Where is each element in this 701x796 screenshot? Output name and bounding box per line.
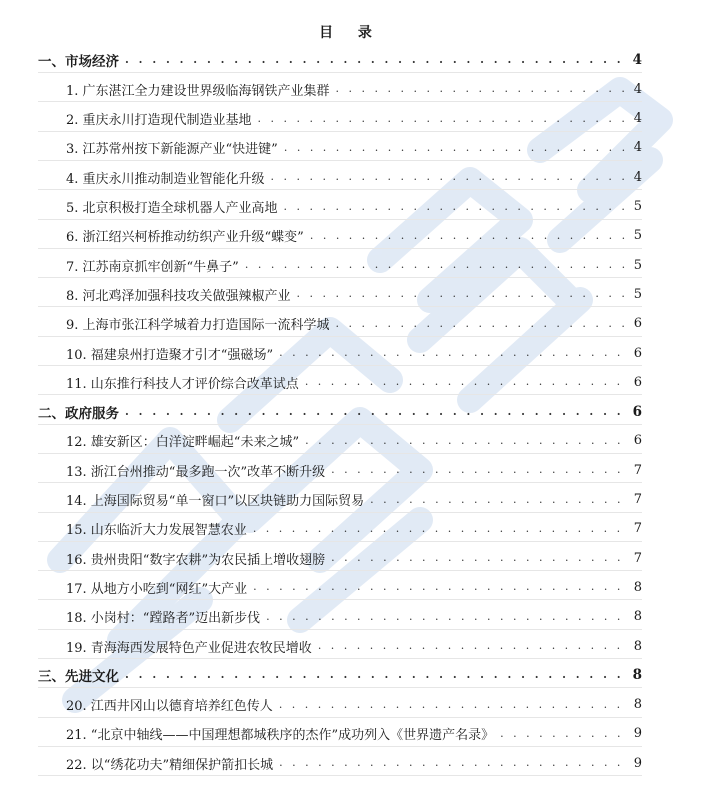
- toc-entry[interactable]: [66, 78, 642, 100]
- row-divider: [38, 658, 642, 659]
- dot-leader: [258, 108, 626, 130]
- entry-page-number: 4: [633, 111, 642, 127]
- entry-label: 1. 广东湛江全力建设世界级临海钢铁产业集群: [66, 83, 330, 99]
- row-divider: [38, 394, 642, 395]
- dot-leader: [284, 137, 626, 159]
- row-divider: [38, 570, 642, 571]
- entry-page-number: 7: [633, 550, 642, 566]
- entry-label: 14. 上海国际贸易“单一窗口”以区块链助力国际贸易: [66, 494, 365, 509]
- toc-entry[interactable]: [66, 342, 642, 364]
- entry-label: 16. 贵州贵阳“数字农耕”为农民插上增收翅膀: [66, 552, 326, 568]
- row-divider: [38, 277, 642, 278]
- section-label: 一、市场经济: [38, 54, 119, 70]
- row-divider: [38, 453, 642, 454]
- entry-label: 7. 江苏南京抓牢创新“牛鼻子”: [66, 259, 239, 275]
- entry-label: 10. 福建泉州打造聚才引才“强磁场”: [66, 347, 274, 363]
- entry-page-number: 9: [633, 755, 642, 771]
- toc-title: 目 录: [319, 25, 382, 41]
- entry-label: 15. 山东临沂大力发展智慧农业: [66, 523, 247, 539]
- entry-page-number: 8: [633, 579, 642, 595]
- entry-page-number: 6: [633, 374, 642, 390]
- row-divider: [38, 131, 642, 132]
- entry-label: 20. 江西井冈山以德育培养红色传人: [66, 699, 273, 715]
- dot-leader: [305, 371, 626, 393]
- dot-leader: [500, 723, 626, 745]
- dot-leader: [245, 254, 626, 276]
- toc-entry[interactable]: [66, 547, 642, 569]
- row-divider: [38, 687, 642, 688]
- dot-leader: [336, 313, 626, 335]
- dot-leader: [305, 430, 626, 452]
- row-divider: [38, 72, 642, 73]
- toc-entry[interactable]: [66, 166, 642, 188]
- section-page-number: 4: [632, 52, 642, 68]
- toc-entry[interactable]: [66, 752, 642, 774]
- dot-leader: [125, 664, 626, 686]
- entry-page-number: 7: [633, 492, 642, 507]
- section-page-number: 6: [632, 403, 642, 420]
- toc-entry[interactable]: [66, 430, 642, 452]
- dot-leader: [279, 342, 626, 364]
- toc-entry[interactable]: [66, 371, 642, 393]
- entry-label: 2. 重庆永川打造现代制造业基地: [66, 113, 252, 129]
- row-divider: [38, 629, 642, 630]
- entry-label: 12. 雄安新区：白洋淀畔崛起“未来之城”: [66, 435, 300, 451]
- dot-leader: [310, 225, 626, 247]
- section-label: 二、政府服务: [38, 405, 119, 422]
- toc-entry[interactable]: [66, 283, 642, 305]
- dot-leader: [271, 166, 626, 188]
- toc-section-heading[interactable]: [38, 49, 642, 71]
- dot-leader: [125, 49, 626, 71]
- row-divider: [38, 512, 642, 513]
- entry-label: 3. 江苏常州按下新能源产业“快进键”: [66, 142, 278, 158]
- entry-label: 8. 河北鸡泽加强科技攻关做强辣椒产业: [66, 288, 291, 304]
- toc-section-heading[interactable]: [38, 401, 642, 423]
- row-divider: [38, 160, 642, 161]
- entry-page-number: 4: [633, 81, 642, 97]
- entry-label: 22. 以“绣花功夫”精细保护箭扣长城: [66, 757, 274, 773]
- entry-page-number: 6: [633, 433, 642, 449]
- toc-entry[interactable]: [66, 108, 642, 130]
- dot-leader: [279, 694, 626, 716]
- row-divider: [38, 599, 642, 600]
- toc-entry[interactable]: [66, 313, 642, 335]
- entry-label: 17. 从地方小吃到“网红”大产业: [66, 581, 248, 597]
- entry-page-number: 6: [633, 316, 642, 332]
- row-divider: [38, 336, 642, 337]
- dot-leader: [336, 78, 626, 100]
- entry-label: 18. 小岗村：“蹚路者”迈出新步伐: [66, 611, 261, 627]
- toc-entry[interactable]: [66, 606, 642, 628]
- entry-label: 19. 青海海西发展特色产业促进农牧民增收: [66, 640, 312, 656]
- entry-page-number: 8: [633, 609, 642, 625]
- row-divider: [38, 482, 642, 483]
- dot-leader: [297, 283, 626, 305]
- row-divider: [38, 219, 642, 220]
- row-divider: [38, 306, 642, 307]
- row-divider: [38, 365, 642, 366]
- dot-leader: [284, 196, 626, 218]
- entry-page-number: 5: [633, 286, 642, 302]
- row-divider: [38, 248, 642, 249]
- toc-entry[interactable]: [66, 518, 642, 540]
- dot-leader: [253, 518, 626, 540]
- entry-page-number: 4: [633, 169, 642, 185]
- section-page-number: 8: [632, 667, 642, 684]
- row-divider: [38, 717, 642, 718]
- dot-leader: [331, 459, 626, 481]
- row-divider: [38, 101, 642, 102]
- dot-leader: [331, 547, 626, 569]
- toc-section-heading[interactable]: [38, 664, 642, 686]
- toc-entry[interactable]: [66, 576, 642, 598]
- entry-page-number: 8: [633, 638, 642, 654]
- toc-entry[interactable]: [66, 694, 642, 716]
- entry-page-number: 7: [633, 462, 642, 478]
- entry-label: 11. 山东推行科技人才评价综合改革试点: [66, 376, 299, 392]
- entry-page-number: 5: [633, 228, 642, 244]
- entry-label: 9. 上海市张江科学城着力打造国际一流科学城: [66, 318, 330, 334]
- toc-entry[interactable]: [66, 723, 642, 745]
- toc-entry[interactable]: [66, 635, 642, 657]
- entry-page-number: 7: [633, 521, 642, 537]
- entry-page-number: 4: [633, 140, 642, 156]
- row-divider: [38, 746, 642, 747]
- entry-label: 21. “北京中轴线——中国理想都城秩序的杰作”成功列入《世界遗产名录》: [66, 728, 495, 744]
- dot-leader: [279, 752, 626, 774]
- entry-label: 13. 浙江台州推动“最多跑一次”改革不断升级: [66, 464, 326, 480]
- row-divider: [38, 189, 642, 190]
- toc-entry[interactable]: [66, 137, 642, 159]
- dot-leader: [125, 401, 626, 423]
- row-divider: [38, 424, 642, 425]
- row-divider: [38, 775, 642, 776]
- entry-page-number: 5: [633, 199, 642, 214]
- entry-label: 5. 北京积极打造全球机器人产业高地: [66, 201, 278, 216]
- row-divider: [38, 541, 642, 542]
- entry-page-number: 6: [633, 345, 642, 361]
- dot-leader: [370, 489, 626, 511]
- section-label: 三、先进文化: [38, 669, 119, 686]
- dot-leader: [253, 576, 626, 598]
- entry-label: 6. 浙江绍兴柯桥推动纺织产业升级“蝶变”: [66, 230, 304, 246]
- dot-leader: [318, 635, 626, 657]
- entry-page-number: 5: [633, 257, 642, 273]
- toc-entry[interactable]: [66, 196, 642, 218]
- toc-entry[interactable]: [66, 489, 642, 511]
- entry-page-number: 8: [633, 697, 642, 713]
- toc-entry[interactable]: [66, 459, 642, 481]
- entry-label: 4. 重庆永川推动制造业智能化升级: [66, 171, 265, 187]
- dot-leader: [266, 606, 626, 628]
- entry-page-number: 9: [633, 726, 642, 742]
- toc-entry[interactable]: [66, 254, 642, 276]
- toc-entry[interactable]: [66, 225, 642, 247]
